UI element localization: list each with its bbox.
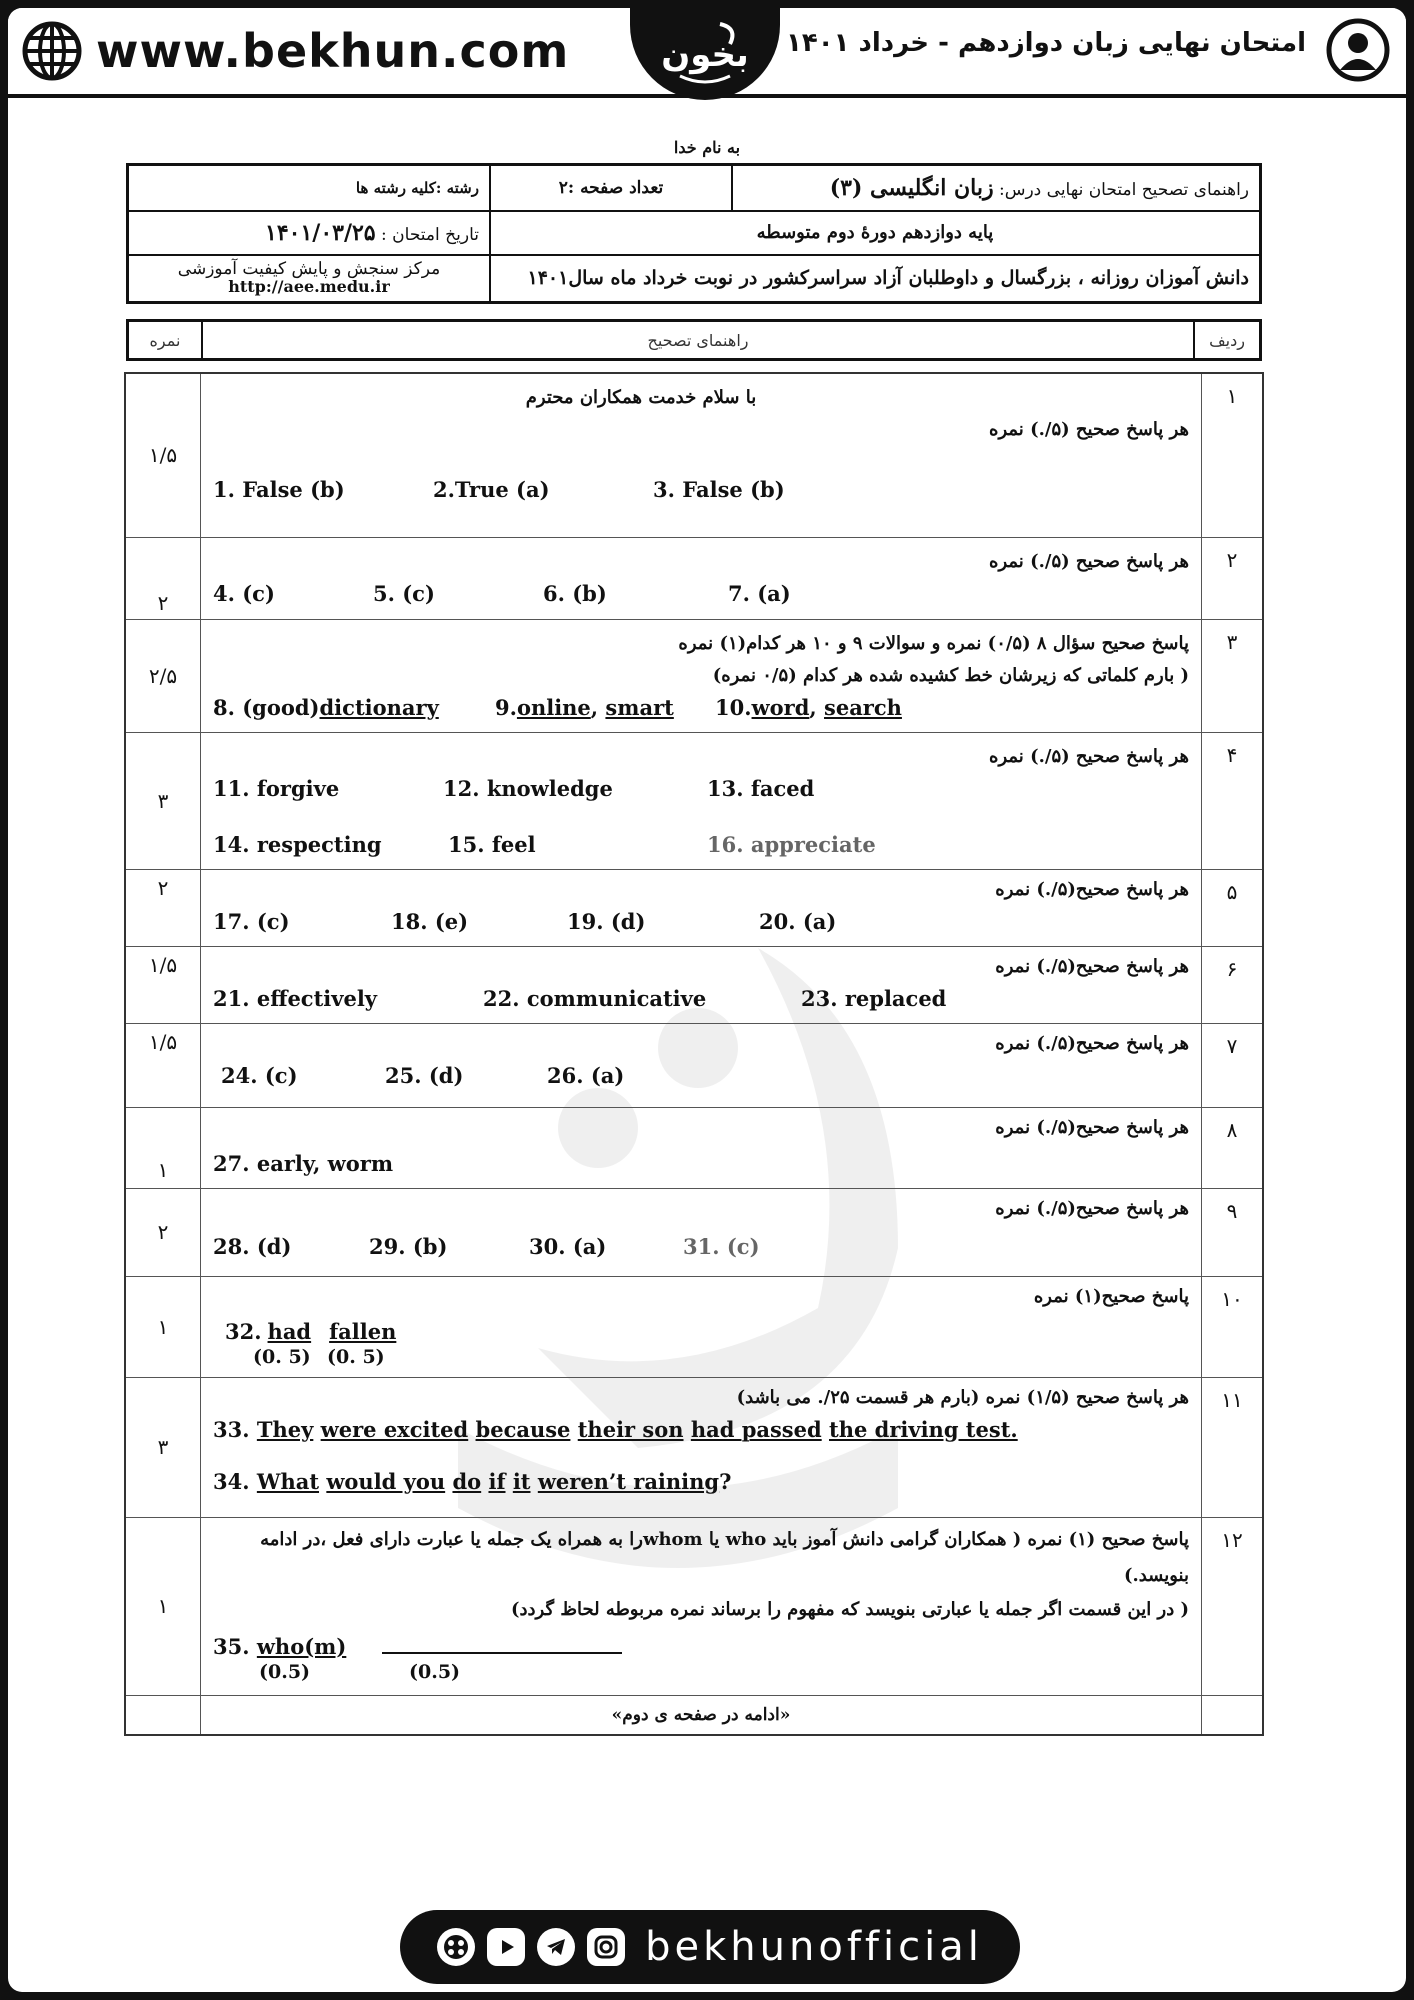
row-content: [201, 869, 1202, 946]
s34-part: 34.: [213, 1468, 257, 1494]
table-row: [125, 869, 1263, 946]
students: دانش آموزان روزانه ، بزرگسال و داوطلبان آزاد سراسرکشور در نوبت خرداد ماه سال۱۴۰۱: [490, 255, 1261, 303]
answers: [213, 773, 1189, 805]
answers: [213, 983, 1189, 1015]
user-icon[interactable]: [1326, 18, 1390, 82]
brand-logo-text: بخون: [661, 35, 749, 75]
s34-part: would you: [326, 1468, 446, 1494]
answer: 17. (c): [213, 908, 290, 934]
row-number: ۴: [1202, 732, 1264, 869]
answer: 13. faced: [707, 775, 815, 801]
s33-part: 33.: [213, 1416, 257, 1442]
center-cell: [128, 255, 491, 303]
table-row: [125, 946, 1263, 1023]
guide-label: راهنمای تصحیح امتحان نهایی درس:: [998, 179, 1249, 200]
answer-10-word1: word: [751, 694, 810, 720]
answer: 11. forgive: [213, 775, 340, 801]
exam-title: امتحان نهایی زبان دوازدهم - خرداد ۱۴۰۱: [786, 28, 1306, 58]
row-content: [201, 1276, 1202, 1377]
row-content: [201, 1188, 1202, 1276]
row-score: ۱/۵: [125, 946, 201, 1023]
col-row-header: ردیف: [1194, 321, 1261, 360]
s34-part: it: [512, 1468, 531, 1494]
s34-part: do: [452, 1468, 482, 1494]
answer: 31. (c): [683, 1233, 760, 1259]
youtube-icon[interactable]: [487, 1928, 525, 1966]
row-score: ۲: [125, 537, 201, 619]
s33-part: the driving test.: [829, 1416, 1018, 1442]
answer: 15. feel: [448, 831, 536, 857]
brand-logo-mark: [650, 14, 760, 94]
s34-part: What: [256, 1468, 320, 1494]
continue-note: «ادامه در صفحه ی دوم»: [201, 1695, 1202, 1735]
answer-10: [715, 692, 902, 724]
answers: [213, 906, 1189, 938]
answer-9-word2: smart: [605, 694, 674, 720]
table-row: [125, 373, 1263, 537]
answers: [213, 1148, 1189, 1180]
s33-part: [684, 1414, 691, 1446]
table-row: [125, 537, 1263, 619]
instruction: هر پاسخ صحیح(۵/.) نمره: [995, 1116, 1189, 1138]
answer: 19. (d): [567, 908, 646, 934]
table-row: [125, 1517, 1263, 1695]
table-row: [125, 619, 1263, 732]
subject: زبان انگلیسی (۳): [829, 174, 994, 201]
answer: 7. (a): [728, 580, 791, 606]
answer: 1. False (b): [213, 477, 345, 502]
instagram-icon[interactable]: [587, 1928, 625, 1966]
greeting: با سلام خدمت همکاران محترم: [525, 387, 757, 408]
row-content: [201, 1023, 1202, 1107]
answer-35-num: 35.: [213, 1633, 257, 1659]
answer: 4. (c): [213, 580, 275, 606]
row-number: ۸: [1202, 1107, 1264, 1188]
center-name: مرکز سنجش و پایش کیفیت آموزشی: [177, 259, 441, 280]
row-number: ۳: [1202, 619, 1264, 732]
instruction: هر پاسخ صحیح(۵/.) نمره: [995, 1197, 1189, 1219]
row-score: ۱: [125, 1107, 201, 1188]
table-row: [125, 1377, 1263, 1517]
answer-8: [213, 692, 495, 724]
row-score: ۳: [125, 1377, 201, 1517]
social-handle[interactable]: bekhunofficial: [645, 1924, 983, 1970]
answer-10-word2: search: [824, 694, 902, 720]
answer: 26. (a): [547, 1062, 625, 1088]
answer: 27. early, worm: [213, 1150, 394, 1176]
answer-10-prefix: 10.: [715, 694, 752, 720]
answer: 20. (a): [759, 908, 837, 934]
aparat-icon[interactable]: [437, 1928, 475, 1966]
answer-10-sep: ,: [809, 694, 825, 720]
column-header: [126, 319, 1262, 361]
s34-part: [506, 1466, 513, 1498]
answers: [213, 474, 1189, 506]
sentence-33: [213, 1414, 1189, 1446]
row-content: [201, 537, 1202, 619]
answer: 14. respecting: [213, 831, 382, 857]
points-label: (0. 5): [327, 1345, 385, 1368]
s34-part: weren’t raining: [537, 1468, 720, 1494]
empty-cell: [125, 1695, 201, 1735]
row-score: ۳: [125, 732, 201, 869]
instruction: پاسخ صحیح (۱) نمره ( همکاران گرامی دانش آموز باید who یا whomرا به همراه یک جمله یا عبارت دارای فعل ،در ادامه بنویسد.): [260, 1528, 1189, 1586]
page-count: تعداد صفحه :۲: [490, 165, 732, 211]
table-row: [125, 1276, 1263, 1377]
field: رشته :کلیه رشته ها: [128, 165, 491, 211]
s34-part: [445, 1466, 452, 1498]
instruction: هر پاسخ صحیح (۱/۵) نمره (بارم هر قسمت ۲۵/. می باشد): [736, 1386, 1189, 1408]
answer: 29. (b): [369, 1233, 448, 1259]
s33-part: because: [475, 1416, 571, 1442]
s33-part: [468, 1414, 475, 1446]
globe-icon: [22, 21, 82, 81]
row-score: ۱/۵: [125, 373, 201, 537]
row-content: [201, 946, 1202, 1023]
site-link[interactable]: [22, 18, 569, 84]
exam-date: ۱۴۰۱/۰۳/۲۵: [265, 219, 376, 246]
answer: 23. replaced: [801, 985, 947, 1011]
s33-part: [313, 1414, 320, 1446]
answer: 30. (a): [529, 1233, 607, 1259]
brand-logo: [630, 8, 780, 100]
table-row: [125, 1695, 1263, 1735]
row-content: [201, 619, 1202, 732]
table-row: [125, 1023, 1263, 1107]
answers: [213, 578, 1189, 610]
s34-part: if: [488, 1468, 506, 1494]
row-score: ۱: [125, 1517, 201, 1695]
s34-part: ?: [719, 1468, 732, 1494]
answer: 2.True (a): [433, 477, 550, 502]
answers: [213, 1319, 1189, 1345]
points: [213, 1660, 1189, 1684]
answer: 21. effectively: [213, 985, 378, 1011]
row-number: ۹: [1202, 1188, 1264, 1276]
exam-info-table: [126, 163, 1262, 304]
answer-8-prefix: 8. (good): [213, 694, 320, 720]
answer: 18. (e): [391, 908, 469, 934]
answer: 25. (d): [385, 1062, 464, 1088]
row-number: ۱: [1202, 373, 1264, 537]
row-number: ۷: [1202, 1023, 1264, 1107]
exam-date-cell: [128, 211, 491, 255]
guide-subject-cell: [732, 165, 1261, 211]
answer: 3. False (b): [653, 477, 785, 502]
row-content: [201, 732, 1202, 869]
s34-part: [481, 1466, 488, 1498]
answers: [213, 1634, 1189, 1660]
row-score: ۱: [125, 1276, 201, 1377]
points: [213, 1345, 1189, 1369]
answers: [213, 1231, 1189, 1263]
answer-32-fallen: fallen: [329, 1318, 397, 1344]
answer-35-who: who(m): [256, 1633, 347, 1659]
answer-table: [124, 372, 1264, 1736]
table-row: [125, 1188, 1263, 1276]
col-guide-header: راهنمای تصحیح: [202, 321, 1194, 360]
answers: [213, 1060, 1189, 1092]
grade: پایه دوازدهم دورهٔ دوم متوسطه: [490, 211, 1261, 255]
answer-9-sep: ,: [590, 694, 606, 720]
answer-35-blank: [382, 1634, 622, 1654]
col-score-header: نمره: [128, 321, 203, 360]
row-number: ۱۱: [1202, 1377, 1264, 1517]
answer: 22. communicative: [483, 985, 707, 1011]
note: ( بارم کلماتی که زیرشان خط کشیده شده هر کدام (۰/۵ نمره): [712, 664, 1189, 686]
answer-9-prefix: 9.: [495, 694, 517, 720]
s33-part: They: [256, 1416, 314, 1442]
instruction: هر پاسخ صحیح (۵/.) نمره: [989, 745, 1189, 767]
row-number: ۶: [1202, 946, 1264, 1023]
s33-part: [570, 1414, 577, 1446]
table-row: [125, 732, 1263, 869]
social-footer: [400, 1910, 1020, 1984]
answers: [213, 829, 1189, 861]
empty-cell: [1202, 1695, 1264, 1735]
row-score: ۲/۵: [125, 619, 201, 732]
instruction: پاسخ صحیح سؤال ۸ (۰/۵) نمره و سوالات ۹ و ۱۰ هر کدام(۱) نمره: [678, 632, 1189, 654]
site-url: www.bekhun.com: [96, 24, 570, 78]
sentence-34: [213, 1466, 1189, 1498]
row-score: ۲: [125, 869, 201, 946]
row-score: ۲: [125, 1188, 201, 1276]
answer: 28. (d): [213, 1233, 292, 1259]
row-content: [201, 1377, 1202, 1517]
instruction: هر پاسخ صحیح (۵/.) نمره: [989, 419, 1189, 440]
telegram-icon[interactable]: [537, 1928, 575, 1966]
answer: 6. (b): [543, 580, 607, 606]
row-content: [201, 1107, 1202, 1188]
note: ( در این قسمت اگر جمله یا عبارتی بنویسد که مفهوم را برساند نمره مربوطه لحاظ گردد): [511, 1598, 1189, 1620]
instruction: هر پاسخ صحیح (۵/.) نمره: [989, 550, 1189, 572]
row-number: ۲: [1202, 537, 1264, 619]
answer-32-num: 32.: [225, 1318, 262, 1344]
answer-8-word: dictionary: [319, 694, 439, 720]
row-number: ۱۲: [1202, 1517, 1264, 1695]
s33-part: their son: [577, 1416, 684, 1442]
answer: 24. (c): [221, 1062, 298, 1088]
answer: 12. knowledge: [443, 775, 613, 801]
date-label: تاریخ امتحان :: [381, 224, 479, 245]
instruction: هر پاسخ صحیح(۵/.) نمره: [995, 955, 1189, 977]
points-label: (0. 5): [253, 1345, 311, 1368]
instruction: هر پاسخ صحیح(۵/.) نمره: [995, 878, 1189, 900]
site-header: [8, 8, 1406, 98]
s33-part: were excited: [320, 1416, 469, 1442]
s33-part: [822, 1414, 829, 1446]
instruction: پاسخ صحیح(۱) نمره: [1033, 1285, 1189, 1307]
answer-9-word1: online: [516, 694, 591, 720]
center-url[interactable]: http://aee.medu.ir: [228, 277, 390, 297]
page-frame: [8, 8, 1406, 1992]
answer-32-had: had: [267, 1318, 312, 1344]
points-label: (0.5): [259, 1660, 311, 1683]
row-score: ۱/۵: [125, 1023, 201, 1107]
instruction: هر پاسخ صحیح(۵/.) نمره: [995, 1032, 1189, 1054]
answer: 5. (c): [373, 580, 435, 606]
s34-part: [531, 1466, 538, 1498]
answer-9: [495, 692, 715, 724]
table-row: [125, 1107, 1263, 1188]
answer: 16. appreciate: [707, 831, 876, 857]
answers: [213, 692, 1189, 724]
row-content: [201, 373, 1202, 537]
row-number: ۱۰: [1202, 1276, 1264, 1377]
points-label: (0.5): [409, 1660, 461, 1683]
bismillah: به نام خدا: [673, 138, 741, 157]
s33-part: had passed: [690, 1416, 822, 1442]
row-number: ۵: [1202, 869, 1264, 946]
row-content: [201, 1517, 1202, 1695]
